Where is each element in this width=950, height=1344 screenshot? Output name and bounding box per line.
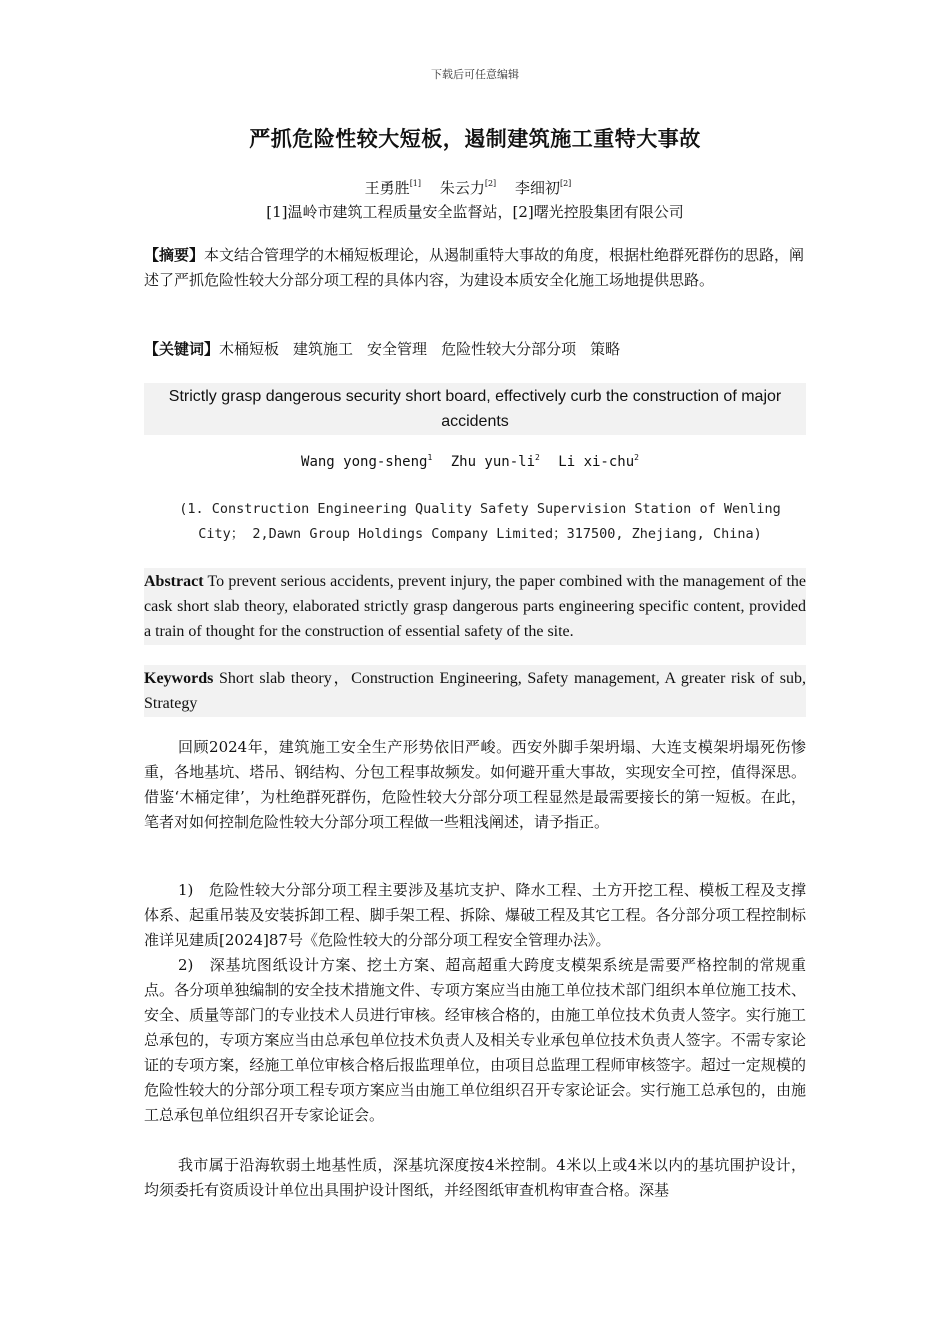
english-affiliation: (1. Construction Engineering Quality Safety Supervision Station of Wenling City； 2,Dawn Group Holdings Company Limited；317500, Zhejiang, China) [179,501,781,542]
author-name: 李细初 [514,179,560,197]
english-title: Strictly grasp dangerous security short board, effectively curb the construction of major accidents [144,383,806,435]
header-note: 下载后可任意编辑 [431,68,519,81]
author-name: 王勇胜 [364,179,410,197]
keywords-cn-label: 【关键词】 [144,340,220,358]
body-paragraph-2: 1) 危险性较大分部分项工程主要涉及基坑支护、降水工程、土方开挖工程、模板工程及支撑体系、起重吊装及安装拆卸工程、脚手架工程、拆除、爆破工程及其它工程。各分部分项工程控制标准详见建质[2024]87号《危险性较大的分部分项工程安全管理办法》。 [144,881,806,949]
keyword-item: 策略 [590,340,621,358]
abstract-cn [144,243,806,293]
keyword-item: 建筑施工 [293,340,354,358]
keyword-item: 危险性较大分部分项 [441,340,577,358]
keywords-en-label: Keywords [144,670,214,687]
abstract-en-label: Abstract [144,573,204,590]
affiliation-cn: [1]温岭市建筑工程质量安全监督站，[2]曙光控股集团有限公司 [266,203,684,221]
body-paragraph-1: 回顾2024年，建筑施工安全生产形势依旧严峻。西安外脚手架坍塌、大连支模架坍塌死伤惨重，各地基坑、塔吊、钢结构、分包工程事故频发。如何避开重大事故，实现安全可控，值得深思。借鉴‘木桶定律’，为杜绝群死群伤，危险性较大分部分项工程显然是最需要接长的第一短板。在此，笔者对如何控制危险性较大分部分项工程做一些粗浅阐述，请予指正。 [144,738,806,831]
author-list [0,177,950,198]
english-author-ref: 1 [427,453,433,462]
body-paragraph-3: 2) 深基坑图纸设计方案、挖土方案、超高超重大跨度支模架系统是需要严格控制的常规重点。各分项单独编制的安全技术措施文件、专项方案应当由施工单位技术部门组织本单位施工技术、安全、质量等部门的专业技术人员进行审核。经审核合格的，由施工单位技术负责人签字。实行施工总承包的，专项方案应当由总承包单位技术负责人及相关专业承包单位技术负责人签字。不需专家论证的专项方案，经施工单位审核合格后报监理单位，由项目总监理工程师审核签字。超过一定规模的危险性较大的分部分项工程专项方案应当由施工单位组织召开专家论证会。实行施工总承包的，由施工总承包单位组织召开专家论证会。 [144,956,806,1124]
english-author-ref: 2 [535,453,540,462]
english-author-list [0,453,950,470]
english-author-name: Wang yong-sheng [301,454,428,470]
keywords-cn [144,337,806,362]
author-ref: [2] [559,179,572,188]
body-paragraph-4: 我市属于沿海软弱土地基性质，深基坑深度按4米控制。4米以上或4米以内的基坑围护设计，均须委托有资质设计单位出具围护设计图纸，并经图纸审查机构审查合格。深基 [144,1156,806,1199]
author-ref: [2] [484,179,497,188]
abstract-cn-text: 本文结合管理学的木桶短板理论，从遏制重特大事故的角度，根据杜绝群死群伤的思路，阐述了严抓危险性较大分部分项工程的具体内容，为建设本质安全化施工场地提供思路。 [144,246,805,289]
abstract-cn-label: 【摘要】 [144,246,205,264]
english-author-name: Zhu yun-li [450,454,536,470]
author-ref: [1] [409,179,422,188]
paper-title: 严抓危险性较大短板，遏制建筑施工重特大事故 [249,126,701,151]
keyword-item: 安全管理 [367,340,428,358]
keywords-en-text: Short slab theory，Construction Engineering, Safety management, A greater risk of sub, Strategy [144,670,807,712]
english-author-ref: 2 [634,453,639,462]
keywords-en [144,665,806,717]
abstract-en [144,568,806,645]
keyword-item: 木桶短板 [219,340,280,358]
english-author-name: Li xi-chu [558,454,635,470]
author-name: 朱云力 [439,179,485,197]
abstract-en-text: To prevent serious accidents, prevent injury, the paper combined with the management of the cask short slab theory, elaborated strictly grasp dangerous parts engineering specific content, provided a train of thought for the construction of essential safety of the site. [144,573,806,640]
